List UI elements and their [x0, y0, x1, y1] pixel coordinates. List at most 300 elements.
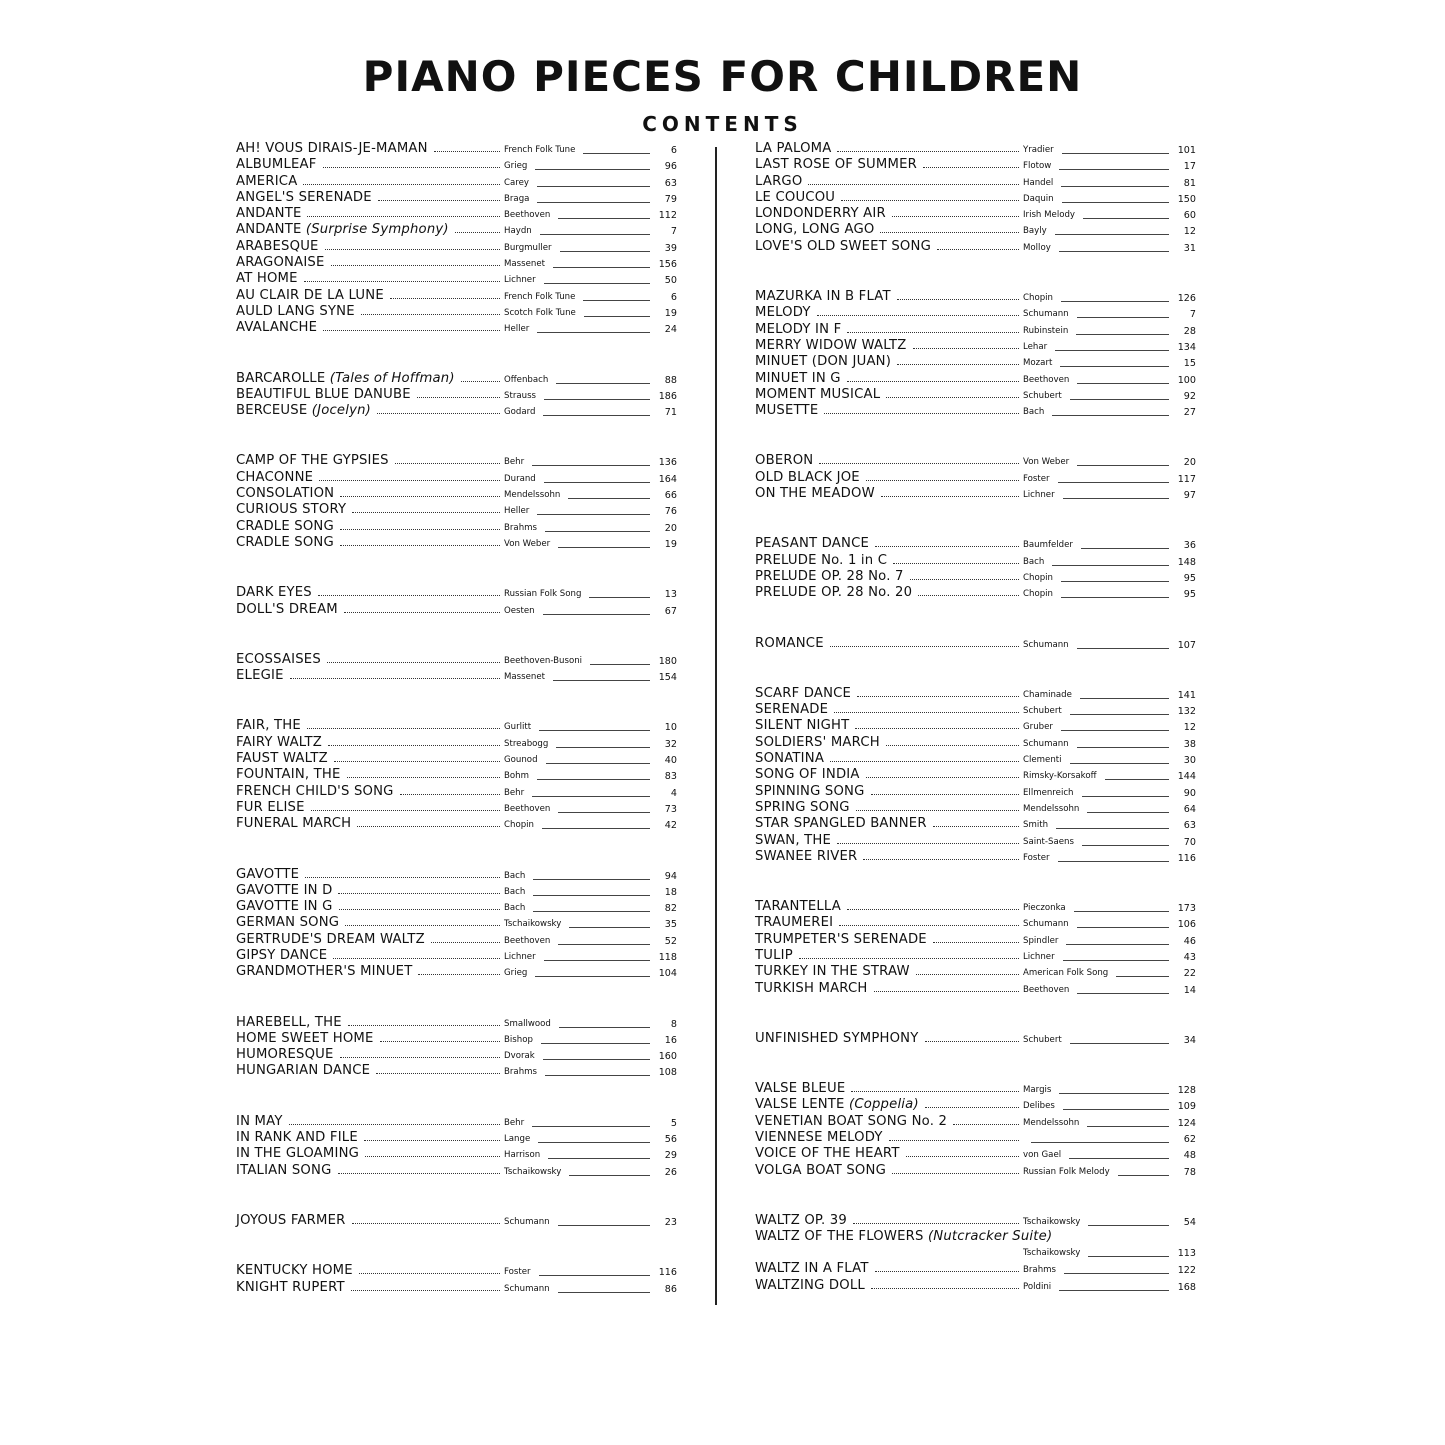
contents-entry[interactable]: [755, 289, 1196, 305]
entry-title: [755, 289, 893, 305]
section-gap: [755, 1179, 1196, 1213]
entry-title-text: HUMORESQUE: [236, 1047, 334, 1063]
leader-dots: [327, 662, 500, 663]
entry-title-text: VOLGA BOAT SONG: [755, 1162, 886, 1178]
section-gap: [755, 602, 1196, 636]
entry-page: 148: [1177, 556, 1196, 568]
section-gap: [755, 997, 1196, 1031]
entry-title-text: AU CLAIR DE LA LUNE: [236, 287, 384, 303]
entry-page: 134: [1177, 341, 1196, 353]
entry-title: [236, 585, 314, 601]
contents-entry[interactable]: [236, 141, 677, 157]
leader-rule: [1077, 927, 1169, 928]
contents-entry[interactable]: [236, 948, 677, 964]
entry-composer: Grieg: [504, 161, 528, 172]
entry-title: [755, 784, 867, 800]
entry-page: 26: [664, 1166, 677, 1178]
entry-composer: Schumann: [1023, 738, 1069, 749]
leader-dots: [866, 480, 1019, 481]
contents-entry[interactable]: [236, 899, 677, 915]
leader-dots: [875, 1271, 1019, 1272]
contents-entry[interactable]: [755, 1229, 1196, 1261]
leader-rule: [1058, 482, 1169, 483]
leader-rule: [558, 1225, 650, 1226]
contents-entry[interactable]: [755, 1031, 1196, 1047]
contents-entry[interactable]: [236, 486, 677, 502]
contents-entry[interactable]: [755, 403, 1196, 419]
entry-composer: Schumann: [504, 1216, 550, 1227]
contents-entry[interactable]: [755, 354, 1196, 370]
contents-entry[interactable]: [755, 322, 1196, 338]
contents-entry[interactable]: [236, 470, 677, 486]
entry-page: 27: [1183, 407, 1196, 419]
contents-entry[interactable]: [755, 816, 1196, 832]
contents-entry[interactable]: [236, 767, 677, 783]
contents-entry[interactable]: [236, 288, 677, 304]
contents-entry[interactable]: [755, 1163, 1196, 1179]
entry-title-text: MAZURKA IN B FLAT: [755, 289, 891, 305]
section-gap: [755, 255, 1196, 289]
contents-entry[interactable]: [236, 816, 677, 832]
contents-entry[interactable]: [236, 867, 677, 883]
entry-page: 48: [1183, 1150, 1196, 1162]
entry-title: [755, 636, 826, 652]
contents-entry[interactable]: [236, 964, 677, 980]
contents-entry[interactable]: [755, 585, 1196, 601]
contents-entry[interactable]: [755, 686, 1196, 702]
leader-dots: [892, 216, 1019, 217]
contents-entry[interactable]: [755, 964, 1196, 980]
leader-rule: [539, 730, 650, 731]
entry-page: 122: [1177, 1265, 1196, 1277]
contents-entry[interactable]: [755, 1130, 1196, 1146]
entry-title-text: MOMENT MUSICAL: [755, 386, 881, 402]
contents-entry[interactable]: [755, 190, 1196, 206]
section-gap: [755, 419, 1196, 453]
leader-dots: [361, 314, 500, 315]
contents-entry[interactable]: [755, 371, 1196, 387]
contents-entry[interactable]: [236, 304, 677, 320]
contents-entry[interactable]: [236, 1063, 677, 1079]
entry-title-text: PRELUDE No. 1 in C: [755, 552, 888, 568]
entry-page: 42: [664, 820, 677, 832]
contents-entry[interactable]: [236, 255, 677, 271]
entry-title: [755, 915, 835, 931]
contents-entry[interactable]: [236, 206, 677, 222]
entry-composer: Carey: [504, 177, 529, 188]
contents-entry[interactable]: [236, 784, 677, 800]
leader-dots: [395, 463, 500, 464]
entry-title-text: ARAGONAISE: [236, 255, 325, 271]
section-gap: [755, 1047, 1196, 1081]
entry-page: 15: [1183, 358, 1196, 370]
entry-composer: Schumann: [1023, 309, 1069, 320]
contents-entry[interactable]: [236, 403, 677, 419]
entry-page: 95: [1183, 572, 1196, 584]
entry-composer: Chopin: [1023, 589, 1053, 600]
contents-entry[interactable]: [236, 1163, 677, 1179]
entry-title-text: ELEGIE: [236, 668, 284, 684]
entry-composer: Flotow: [1023, 161, 1052, 172]
contents-entry[interactable]: [236, 1146, 677, 1162]
leader-dots: [916, 974, 1019, 975]
entry-composer: Oesten: [504, 605, 535, 616]
contents-entry[interactable]: [236, 585, 677, 601]
entry-title: [236, 470, 315, 486]
contents-entry[interactable]: [236, 519, 677, 535]
entry-composer: Poldini: [1023, 1281, 1052, 1292]
entry-title: [755, 833, 833, 849]
entry-page: 186: [658, 390, 677, 402]
leader-rule: [539, 1275, 650, 1276]
leader-rule: [558, 1292, 650, 1293]
leader-dots: [351, 1290, 500, 1291]
entry-title-text: VALSE LENTE: [755, 1097, 845, 1113]
leader-dots: [893, 563, 1019, 564]
leader-dots: [874, 991, 1019, 992]
leader-rule: [543, 1059, 650, 1060]
contents-entry[interactable]: [236, 1015, 677, 1031]
entry-page: 63: [1183, 820, 1196, 832]
leader-dots: [937, 249, 1019, 250]
leader-rule: [1069, 1158, 1169, 1159]
contents-entry[interactable]: [236, 1031, 677, 1047]
leader-rule: [1105, 779, 1169, 780]
entry-title: [755, 948, 795, 964]
leader-dots: [338, 1173, 501, 1174]
contents-entry[interactable]: [236, 157, 677, 173]
contents-entry[interactable]: [755, 453, 1196, 469]
leader-rule: [558, 547, 650, 548]
entry-page: 116: [1177, 852, 1196, 864]
leader-dots: [400, 794, 500, 795]
entry-composer: Rimsky-Korsakoff: [1023, 771, 1097, 782]
leader-dots: [923, 167, 1019, 168]
leader-dots: [323, 330, 500, 331]
leader-rule: [1077, 747, 1169, 748]
section-gap: [236, 618, 677, 652]
entry-title-text: FUR ELISE: [236, 799, 305, 815]
entry-page: 24: [664, 324, 677, 336]
entry-title-text: SPINNING SONG: [755, 783, 865, 799]
leader-dots: [856, 810, 1019, 811]
entry-title: [236, 157, 319, 173]
contents-entry[interactable]: [755, 486, 1196, 502]
contents-entry[interactable]: [755, 932, 1196, 948]
entry-title: [236, 1047, 336, 1063]
entry-page: 124: [1177, 1117, 1196, 1129]
entry-page: 67: [664, 605, 677, 617]
entry-title: [236, 1213, 348, 1229]
contents-entry[interactable]: [236, 652, 677, 668]
contents-entry[interactable]: [236, 1047, 677, 1063]
entry-title: [236, 964, 414, 980]
entry-composer: Mendelssohn: [1023, 1117, 1080, 1128]
entry-title: [236, 767, 343, 783]
entry-composer: Beethoven: [1023, 984, 1070, 995]
entry-title-text: PRELUDE OP. 28 No. 20: [755, 585, 913, 601]
contents-entry[interactable]: [755, 833, 1196, 849]
entry-composer: Dvorak: [504, 1051, 535, 1062]
contents-entry[interactable]: [755, 141, 1196, 157]
entry-composer: Behr: [504, 787, 525, 798]
entry-composer: Streabogg: [504, 738, 549, 749]
leader-rule: [1083, 218, 1169, 219]
entry-title: [755, 157, 919, 173]
entry-title: [236, 735, 324, 751]
contents-entry[interactable]: [755, 157, 1196, 173]
contents-entry[interactable]: [755, 767, 1196, 783]
leader-dots: [431, 942, 500, 943]
entry-page: 168: [1177, 1281, 1196, 1293]
entry-composer: Harrison: [504, 1150, 541, 1161]
entry-composer: Massenet: [504, 672, 546, 683]
entry-title-text: WALTZ OP. 39: [755, 1212, 847, 1228]
leader-dots: [889, 1140, 1019, 1141]
contents-entry[interactable]: [755, 569, 1196, 585]
contents-entry[interactable]: [236, 915, 677, 931]
leader-dots: [799, 958, 1019, 959]
entry-title: [236, 1263, 355, 1279]
contents-entry[interactable]: [755, 1213, 1196, 1229]
contents-entry[interactable]: [755, 849, 1196, 865]
entry-title-text: TURKEY IN THE STRAW: [755, 964, 910, 980]
entry-composer: French Folk Tune: [504, 291, 576, 302]
contents-entry[interactable]: [236, 387, 677, 403]
contents-entry[interactable]: [755, 800, 1196, 816]
contents-entry[interactable]: [755, 915, 1196, 931]
contents-entry[interactable]: [236, 535, 677, 551]
entry-page: 136: [658, 457, 677, 469]
contents-entry[interactable]: [236, 1114, 677, 1130]
leader-dots: [303, 184, 500, 185]
contents-entry[interactable]: [236, 239, 677, 255]
entry-title: [236, 652, 323, 668]
entry-composer: Chopin: [1023, 572, 1053, 583]
entry-page: 7: [1189, 309, 1196, 321]
contents-entry[interactable]: [755, 239, 1196, 255]
leader-dots: [339, 909, 500, 910]
entry-page: 19: [664, 307, 677, 319]
entry-title-text: DOLL'S DREAM: [236, 601, 338, 617]
entry-composer: French Folk Tune: [504, 145, 576, 155]
entry-composer: Russian Folk Song: [504, 589, 582, 600]
entry-composer: Spindler: [1023, 935, 1059, 946]
contents-entry[interactable]: [755, 948, 1196, 964]
entry-title-text: TRUMPETER'S SERENADE: [755, 931, 927, 947]
contents-entry[interactable]: [755, 735, 1196, 751]
entry-page: 86: [664, 1283, 677, 1295]
entry-title-text: ARABESQUE: [236, 238, 319, 254]
leader-dots: [434, 151, 500, 152]
leader-rule: [558, 218, 650, 219]
contents-entry[interactable]: [236, 1263, 677, 1279]
contents-entry[interactable]: [236, 751, 677, 767]
entry-title: [236, 718, 303, 734]
entry-title: [236, 502, 348, 518]
contents-entry[interactable]: [236, 1213, 677, 1229]
contents-entry[interactable]: [755, 784, 1196, 800]
entry-composer: Russian Folk Melody: [1023, 1166, 1110, 1177]
leader-dots: [808, 184, 1019, 185]
entry-title-text: ANDANTE: [236, 206, 302, 222]
contents-entry[interactable]: [236, 735, 677, 751]
leader-rule: [537, 779, 650, 780]
entry-title: [236, 304, 357, 320]
entry-composer: Brahms: [504, 1067, 537, 1078]
leader-rule: [583, 300, 650, 301]
contents-entry[interactable]: [236, 190, 677, 206]
entry-title: [755, 371, 843, 387]
leader-dots: [837, 843, 1019, 844]
entry-title: [755, 222, 876, 238]
entry-page: 18: [664, 886, 677, 898]
contents-entry[interactable]: [755, 553, 1196, 569]
leader-dots: [824, 413, 1019, 414]
contents-entry[interactable]: [755, 636, 1196, 652]
contents-entry[interactable]: [236, 718, 677, 734]
leader-dots: [319, 480, 500, 481]
contents-entry[interactable]: [236, 502, 677, 518]
entry-title-text: VALSE BLEUE: [755, 1081, 846, 1097]
entry-composer: Beethoven-Busoni: [504, 655, 583, 666]
contents-entry[interactable]: [236, 800, 677, 816]
contents-entry[interactable]: [755, 174, 1196, 190]
entry-page: 34: [1183, 1034, 1196, 1046]
entry-title: [755, 735, 882, 751]
entry-page: 76: [664, 506, 677, 518]
entry-title-text: BARCAROLLE: [236, 370, 326, 386]
contents-entry[interactable]: [236, 453, 677, 469]
entry-title-text: TARANTELLA: [755, 899, 841, 915]
leader-dots: [307, 728, 500, 729]
contents-entry[interactable]: [236, 371, 677, 387]
leader-dots: [857, 696, 1019, 697]
contents-entry[interactable]: [236, 222, 677, 238]
contents-entry[interactable]: [236, 932, 677, 948]
contents-entry[interactable]: [236, 602, 677, 618]
contents-entry[interactable]: [755, 222, 1196, 238]
entry-title: [755, 1130, 885, 1146]
contents-entry[interactable]: [755, 470, 1196, 486]
leader-rule: [545, 1075, 650, 1076]
entry-subtitle: (Nutcracker Suite): [923, 1229, 1053, 1245]
contents-entry[interactable]: [236, 320, 677, 336]
entry-composer: Rubinstein: [1023, 325, 1069, 336]
entry-title: [755, 1213, 849, 1229]
leader-dots: [325, 249, 500, 250]
entry-title: [755, 718, 851, 734]
entry-page: 56: [664, 1134, 677, 1146]
entry-composer: Tschaikowsky: [1023, 1216, 1081, 1227]
contents-entry[interactable]: [755, 305, 1196, 321]
contents-entry[interactable]: [755, 1261, 1196, 1277]
entry-page: 60: [1183, 210, 1196, 222]
entry-title: [755, 470, 862, 486]
entry-composer: Mendelssohn: [504, 490, 561, 501]
entry-title-text: LONG, LONG AGO: [755, 222, 875, 238]
entry-title-text: OBERON: [755, 453, 814, 469]
leader-rule: [1077, 317, 1169, 318]
entry-page: 22: [1183, 968, 1196, 980]
contents-entry[interactable]: [755, 981, 1196, 997]
entry-subtitle: (Tales of Hoffman): [325, 370, 455, 386]
leader-rule: [1082, 796, 1169, 797]
leader-dots: [897, 299, 1019, 300]
contents-entry[interactable]: [755, 702, 1196, 718]
entry-title: [755, 1261, 871, 1277]
contents-entry[interactable]: [236, 883, 677, 899]
entry-composer: Clementi: [1023, 755, 1062, 766]
entry-title-text: BERCEUSE: [236, 403, 308, 419]
entry-subtitle: (Surprise Symphony): [301, 222, 449, 238]
contents-entry[interactable]: [755, 751, 1196, 767]
contents-entry[interactable]: [236, 1280, 677, 1296]
leader-rule: [1077, 383, 1169, 384]
contents-entry[interactable]: [755, 387, 1196, 403]
contents-entry[interactable]: [236, 174, 677, 190]
entry-title: [236, 883, 334, 899]
leader-rule: [1070, 399, 1169, 400]
contents-entry[interactable]: [755, 1278, 1196, 1294]
entry-title: [236, 1015, 344, 1031]
entry-page: 70: [1183, 836, 1196, 848]
contents-entry[interactable]: [755, 1097, 1196, 1113]
entry-title: [236, 535, 336, 551]
entry-composer: Heller: [504, 324, 530, 335]
entry-composer: Schubert: [1023, 706, 1062, 717]
entry-title: [755, 387, 882, 403]
leader-rule: [1059, 169, 1169, 170]
entry-page: 106: [1177, 919, 1196, 931]
entry-composer: Heller: [504, 506, 530, 517]
leader-rule: [556, 747, 650, 748]
entry-title-text: VOICE OF THE HEART: [755, 1146, 900, 1162]
leader-dots: [365, 1156, 500, 1157]
entry-composer: Chopin: [1023, 293, 1053, 304]
contents-entry[interactable]: [236, 271, 677, 287]
contents-entry[interactable]: [755, 1114, 1196, 1130]
contents-entry[interactable]: [755, 718, 1196, 734]
leader-dots: [455, 232, 500, 233]
entry-page: 20: [664, 522, 677, 534]
entry-page: 6: [670, 145, 677, 156]
contents-entry[interactable]: [236, 1130, 677, 1146]
leader-dots: [338, 893, 500, 894]
leader-rule: [545, 531, 650, 532]
contents-entry[interactable]: [755, 1146, 1196, 1162]
entry-page: 108: [658, 1067, 677, 1079]
contents-entry[interactable]: [236, 668, 677, 684]
entry-page: 116: [658, 1267, 677, 1279]
contents-entry[interactable]: [755, 899, 1196, 915]
entry-page: 128: [1177, 1085, 1196, 1097]
entry-title: [755, 899, 843, 915]
contents-entry[interactable]: [755, 536, 1196, 552]
contents-entry[interactable]: [755, 338, 1196, 354]
contents-entry[interactable]: [755, 206, 1196, 222]
leader-rule: [1061, 301, 1169, 302]
entry-title-text: LE COUCOU: [755, 189, 836, 205]
entry-title-text: WALTZ OF THE FLOWERS: [755, 1229, 924, 1245]
contents-column-right: [755, 141, 1196, 1294]
leader-dots: [906, 1156, 1019, 1157]
entry-page: 62: [1183, 1134, 1196, 1146]
entry-title: [755, 403, 820, 419]
contents-entry[interactable]: [755, 1081, 1196, 1097]
entry-composer: Scotch Folk Tune: [504, 307, 576, 318]
entry-composer: Von Weber: [504, 538, 551, 549]
